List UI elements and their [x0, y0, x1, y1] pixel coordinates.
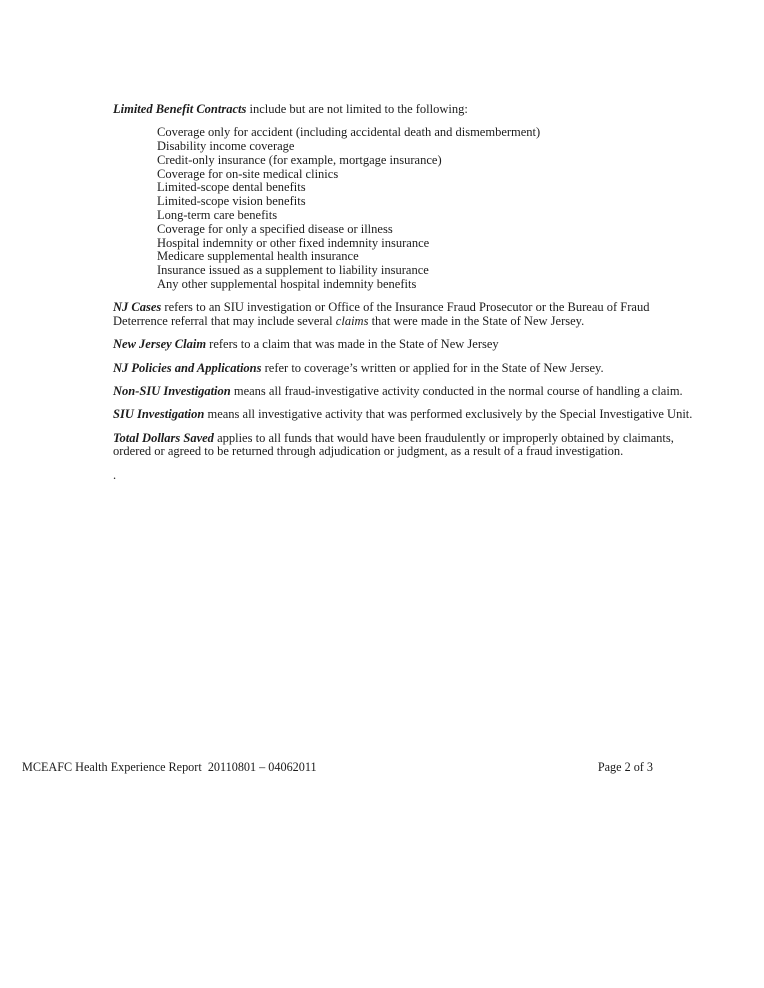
intro-text: include but are not limited to the following: — [246, 102, 468, 116]
definition-text: means all fraud-investigative activity conducted in the normal course of handling a claim. — [230, 384, 683, 399]
definition-text: refers to an SIU investigation or Office of the Insurance Fraud Prosecutor or the Bureau of Fraud — [161, 300, 650, 315]
definition-text: that were made in the State of New Jersey. — [368, 314, 585, 329]
footer-report-title: MCEAFC Health Experience Report 20110801 – 04062011 — [22, 760, 317, 774]
definition-text: Deterrence referral that may include several — [113, 314, 336, 329]
term-total-dollars-saved: Total Dollars Saved — [113, 430, 214, 445]
benefit-list-item: Coverage for on-site medical clinics — [157, 166, 339, 181]
term-new-jersey-claim: New Jersey Claim — [113, 337, 207, 352]
term-nj-policies: NJ Policies and Applications — [113, 360, 262, 375]
document-body — [113, 103, 709, 492]
benefit-list-item: Limited-scope vision benefits — [157, 194, 306, 209]
benefit-list-item: Credit-only insurance (for example, mortgage insurance) — [157, 152, 442, 167]
definition-nj-policies — [113, 362, 709, 376]
term-nj-cases: NJ Cases — [113, 300, 162, 315]
definition-total-dollars-saved — [113, 432, 709, 460]
benefit-list-item: Insurance issued as a supplement to liability insurance — [157, 263, 429, 278]
term-limited-benefit-contracts: Limited Benefit Contracts — [113, 102, 247, 116]
page-footer — [22, 760, 653, 774]
definition-text: applies to all funds that would have been fraudulently or improperly obtained by claimants, — [213, 430, 674, 445]
benefit-list-item: Hospital indemnity or other fixed indemnity insurance — [157, 235, 430, 250]
footer-page-number: Page 2 of 3 — [597, 760, 653, 774]
benefit-list-item: Coverage for only a specified disease or illness — [157, 221, 393, 236]
stray-period: . — [113, 467, 117, 482]
definition-text: ordered or agreed to be returned through adjudication or judgment, as a result of a fraud investigation. — [113, 444, 624, 459]
benefit-list-item: Medicare supplemental health insurance — [157, 249, 359, 264]
definition-text: means all investigative activity that was performed exclusively by the Special Investigative Unit. — [204, 407, 693, 422]
definition-text: refers to a claim that was made in the State of New Jersey — [206, 337, 499, 352]
definition-nj-cases — [113, 301, 709, 329]
term-siu: SIU Investigation — [113, 407, 205, 422]
benefit-list-item: Disability income coverage — [157, 139, 295, 154]
benefit-list-item: Any other supplemental hospital indemnity benefits — [157, 277, 417, 292]
definition-text: refer to coverage’s written or applied for in the State of New Jersey. — [261, 360, 604, 375]
term-non-siu: Non-SIU Investigation — [113, 384, 231, 399]
benefit-list-item: Long-term care benefits — [157, 208, 278, 223]
definition-new-jersey-claim — [113, 338, 709, 352]
italic-word-claims: claims — [335, 314, 369, 329]
definition-non-siu — [113, 385, 709, 399]
benefit-list-item: Limited-scope dental benefits — [157, 180, 306, 195]
benefit-list-item: Coverage only for accident (including accidental death and dismemberment) — [157, 125, 541, 140]
intro-paragraph — [113, 103, 709, 117]
definition-siu — [113, 408, 709, 422]
benefit-list — [113, 126, 709, 292]
